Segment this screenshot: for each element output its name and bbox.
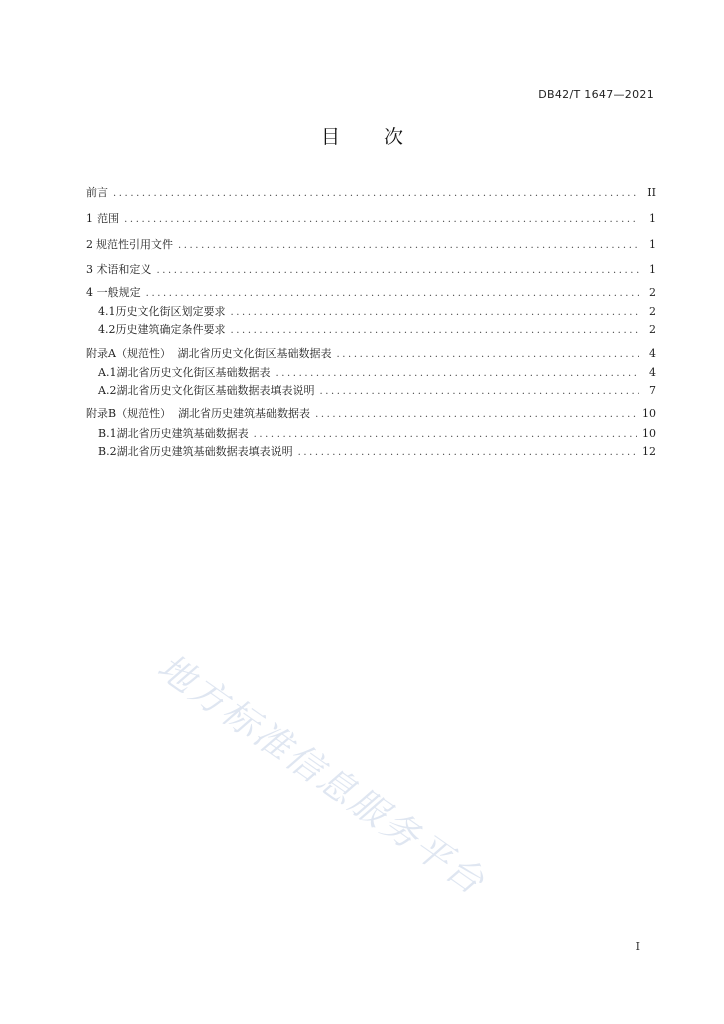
toc-leader-dots <box>315 407 637 423</box>
title-char-1: 目 <box>320 126 340 148</box>
page-title <box>0 122 724 149</box>
toc-entry-b-2[interactable] <box>98 444 656 460</box>
toc-label: 前言 <box>86 186 108 199</box>
toc-leader-dots <box>113 186 639 202</box>
toc-number: B.2 <box>98 445 117 458</box>
toc-number: 4.1 <box>98 305 116 318</box>
toc-page-number: 2 <box>649 305 656 318</box>
toc-page-number: 1 <box>649 263 656 276</box>
toc-leader-dots <box>124 212 639 228</box>
toc-number: 1 <box>86 212 93 225</box>
toc-entry-appendix-b[interactable] <box>86 406 656 422</box>
toc-page-number: 2 <box>649 323 656 336</box>
toc-leader-dots <box>319 384 639 400</box>
toc-leader-dots <box>231 323 640 339</box>
toc-leader-dots <box>275 366 639 382</box>
toc-label: 历史文化街区划定要求 <box>115 305 226 318</box>
toc-number: 附录A（规范性） <box>86 347 171 360</box>
toc-label: 范围 <box>97 212 120 225</box>
toc-page-number: 4 <box>649 366 656 379</box>
toc-page-number: 2 <box>649 286 656 299</box>
toc-number: 3 <box>86 263 93 276</box>
toc-label: 规范性引用文件 <box>95 238 173 251</box>
toc-number: 4.2 <box>98 323 116 336</box>
toc-label: 湖北省历史建筑基础数据表 <box>178 407 311 420</box>
toc-page-number: 10 <box>642 427 656 440</box>
toc-number: 附录B（规范性） <box>86 407 172 420</box>
toc-label: 一般规定 <box>96 286 141 299</box>
toc-label: 湖北省历史文化街区基础数据表 <box>116 366 271 379</box>
toc-leader-dots <box>298 445 637 461</box>
toc-leader-dots <box>156 263 639 279</box>
toc-number: A.1 <box>98 366 117 379</box>
toc-entry-a-2[interactable] <box>98 383 656 399</box>
toc-label: 术语和定义 <box>96 263 152 276</box>
watermark: 地方标准信息服务平台 <box>149 646 493 904</box>
toc-entry-general-provisions[interactable] <box>86 285 656 301</box>
toc-label: 湖北省历史建筑基础数据表 <box>116 427 249 440</box>
toc-label: 历史建筑确定条件要求 <box>115 323 226 336</box>
document-code: DB42/T 1647—2021 <box>538 88 654 101</box>
toc-entry-normative-references[interactable] <box>86 237 656 253</box>
toc-entry-4-1[interactable] <box>98 304 656 320</box>
toc-entry-foreword[interactable] <box>86 185 656 201</box>
toc-page-number: 1 <box>649 238 656 251</box>
title-char-2: 次 <box>384 126 404 148</box>
toc-leader-dots <box>146 286 639 302</box>
toc-number: B.1 <box>98 427 117 440</box>
toc-entry-a-1[interactable] <box>98 365 656 381</box>
toc-label: 湖北省历史建筑基础数据表填表说明 <box>116 445 293 458</box>
toc-entry-terms-definitions[interactable] <box>86 262 656 278</box>
toc-entry-b-1[interactable] <box>98 426 656 442</box>
toc-leader-dots <box>178 238 639 254</box>
toc-entry-scope[interactable] <box>86 211 656 227</box>
toc-page-number: 10 <box>642 407 656 420</box>
toc-entry-appendix-a[interactable] <box>86 346 656 362</box>
toc-leader-dots <box>337 347 640 363</box>
toc-number: 4 <box>86 286 93 299</box>
toc-leader-dots <box>231 305 640 321</box>
toc-page-number: 1 <box>649 212 656 225</box>
toc-number: 2 <box>86 238 93 251</box>
toc-page-number: 12 <box>642 445 656 458</box>
toc-page-number: II <box>647 186 656 199</box>
toc-page-number: 7 <box>649 384 656 397</box>
toc-label: 湖北省历史文化街区基础数据表 <box>177 347 332 360</box>
toc-entry-4-2[interactable] <box>98 322 656 338</box>
toc-label: 湖北省历史文化街区基础数据表填表说明 <box>116 384 315 397</box>
toc-leader-dots <box>254 427 637 443</box>
toc-page-number: 4 <box>649 347 656 360</box>
page-number: I <box>635 940 640 953</box>
toc-number: A.2 <box>98 384 117 397</box>
